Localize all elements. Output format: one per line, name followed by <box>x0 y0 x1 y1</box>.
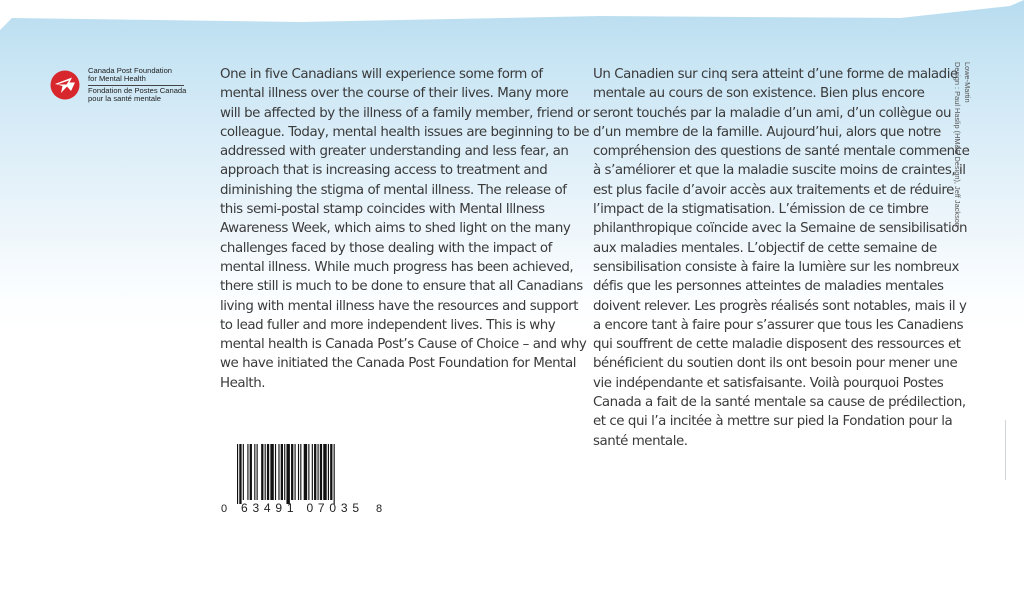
barcode-bar <box>275 444 276 500</box>
french-line: a encore tant à faire pour s’assurer que tous les Canadiens <box>593 317 964 333</box>
barcode-bar <box>291 444 293 500</box>
foundation-wordmark <box>88 67 186 104</box>
barcode-bar <box>308 444 309 500</box>
french-line: Canada a fait de la santé mentale sa cause de prédilection, <box>593 395 966 411</box>
barcode-bar <box>286 444 289 504</box>
english-paragraph <box>220 65 590 393</box>
english-line: this semi-postal stamp coincides with Mental Illness <box>220 202 545 218</box>
barcode-digit-right: 8 <box>376 503 383 515</box>
english-line: there still is much to be done to ensure that all Canadians <box>220 279 583 295</box>
barcode-bar <box>254 444 255 500</box>
barcode-bar <box>318 444 319 500</box>
barcode-bar <box>261 444 263 500</box>
french-line: philanthropique coïncide avec la Semaine de sensibilisation <box>593 221 967 237</box>
barcode-bar <box>281 444 283 500</box>
barcode-bar <box>298 444 299 500</box>
barcode-bar <box>267 444 269 500</box>
barcode-bar <box>257 444 258 500</box>
brand-fr-line1: Fondation de Postes Canada <box>88 85 187 95</box>
brand-fr-line2: pour la santé mentale <box>88 94 162 104</box>
french-line: compréhension des questions de santé mentale commence <box>593 144 970 160</box>
english-line: Health. <box>220 375 266 391</box>
barcode-bar <box>278 444 279 500</box>
english-line: Awareness Week, which aims to shed light on the many <box>220 221 571 237</box>
design-credit: Design : Paul Haslip (HM&E Design), Jeff Jackson <box>953 62 962 227</box>
french-line: Un Canadien sur cinq sera atteint d’une forme de maladie <box>593 67 958 82</box>
english-line: colleague. Today, mental health issues are beginning to be <box>220 124 590 140</box>
barcode-digits-main: 63491 07035 <box>241 501 359 515</box>
barcode-bar <box>265 444 266 500</box>
canada-post-logo-icon <box>50 70 80 100</box>
english-line: addressed with greater understanding and less fear, an <box>220 144 569 160</box>
french-line: qui souffrent de cette maladie disposent des ressources et <box>593 337 961 353</box>
english-line: One in five Canadians will experience some form of <box>220 67 543 82</box>
english-line: living with mental illness have the resources and support <box>220 298 578 314</box>
english-line: mental health is Canada Post’s Cause of Choice – and why <box>220 337 587 353</box>
barcode-bars <box>237 444 335 504</box>
barcode-bar <box>250 444 252 500</box>
printer-credit: Lowe-Martin <box>963 62 972 103</box>
french-line: vie indépendante et satisfaisante. Voilà pourquoi Postes <box>593 375 944 391</box>
barcode-bar <box>312 444 313 500</box>
english-line: to lead fuller and more independent lives. This is why <box>220 317 556 333</box>
english-line: diminishing the stigma of mental illness. The release of <box>220 182 567 198</box>
english-line: challenges faced by those dealing with the impact of <box>220 240 552 256</box>
french-line: santé mentale. <box>593 433 688 449</box>
french-line: bénéficient du soutien dont ils ont besoin pour mener une <box>593 356 958 372</box>
french-line: à s’améliorer et que la maladie suscite moins de craintes, il <box>593 163 966 179</box>
french-line: sensibilisation consiste à faire la lumière sur les nombreux <box>593 259 960 275</box>
french-line: doivent relever. Les progrès réalisés sont notables, mais il y <box>593 298 967 314</box>
brand-en-line1: Canada Post Foundation <box>88 66 173 75</box>
barcode-bar <box>334 444 335 504</box>
barcode-bar <box>304 444 307 500</box>
english-line: mental illness over the course of their lives. Many more <box>220 86 569 102</box>
barcode-bar <box>323 444 326 500</box>
barcode-bar <box>243 444 244 500</box>
barcode-bar <box>300 444 301 500</box>
french-line: est plus facile d’avoir accès aux traitements et de réduire <box>593 182 954 198</box>
french-line: d’un membre de la famille. Aujourd’hui, alors que notre <box>593 124 941 140</box>
french-line: et ce qui l’a incitée à mettre sur pied la Fondation pour la <box>593 414 953 430</box>
english-line: mental illness. While much progress has been achieved, <box>220 259 574 275</box>
french-line: seront touchés par la maladie d’un ami, d’un collègue ou <box>593 105 952 121</box>
barcode-bar <box>295 444 296 500</box>
brand-en-line2: for Mental Health <box>88 74 146 84</box>
french-line: l’impact de la stigmatisation. L’émission de ce timbre <box>593 202 929 218</box>
english-line: will be affected by the illness of a family member, friend or <box>220 105 590 121</box>
printer-design-credits <box>952 62 972 227</box>
tear-line <box>1005 420 1006 480</box>
french-paragraph <box>593 65 969 451</box>
upc-barcode <box>219 440 389 520</box>
barcode-bar <box>239 444 241 504</box>
barcode-bar <box>320 444 322 500</box>
french-line: mentale au cours de son existence. Bien plus encore <box>593 86 925 102</box>
english-line: we have initiated the Canada Post Foundation for Mental <box>220 356 576 372</box>
barcode-bar <box>247 444 248 500</box>
french-line: défis que les personnes atteintes de maladies mentales <box>593 279 944 295</box>
barcode-bar <box>314 444 316 500</box>
barcode-bar <box>270 444 273 500</box>
barcode-bar <box>330 444 332 500</box>
barcode-bar <box>237 444 238 504</box>
french-line: aux maladies mentales. L’objectif de cette semaine de <box>593 240 937 256</box>
barcode-bar <box>328 444 329 500</box>
barcode-digit-left: 0 <box>221 503 228 515</box>
english-line: approach that is increasing access to treatment and <box>220 163 548 179</box>
barcode-bar <box>284 444 285 500</box>
